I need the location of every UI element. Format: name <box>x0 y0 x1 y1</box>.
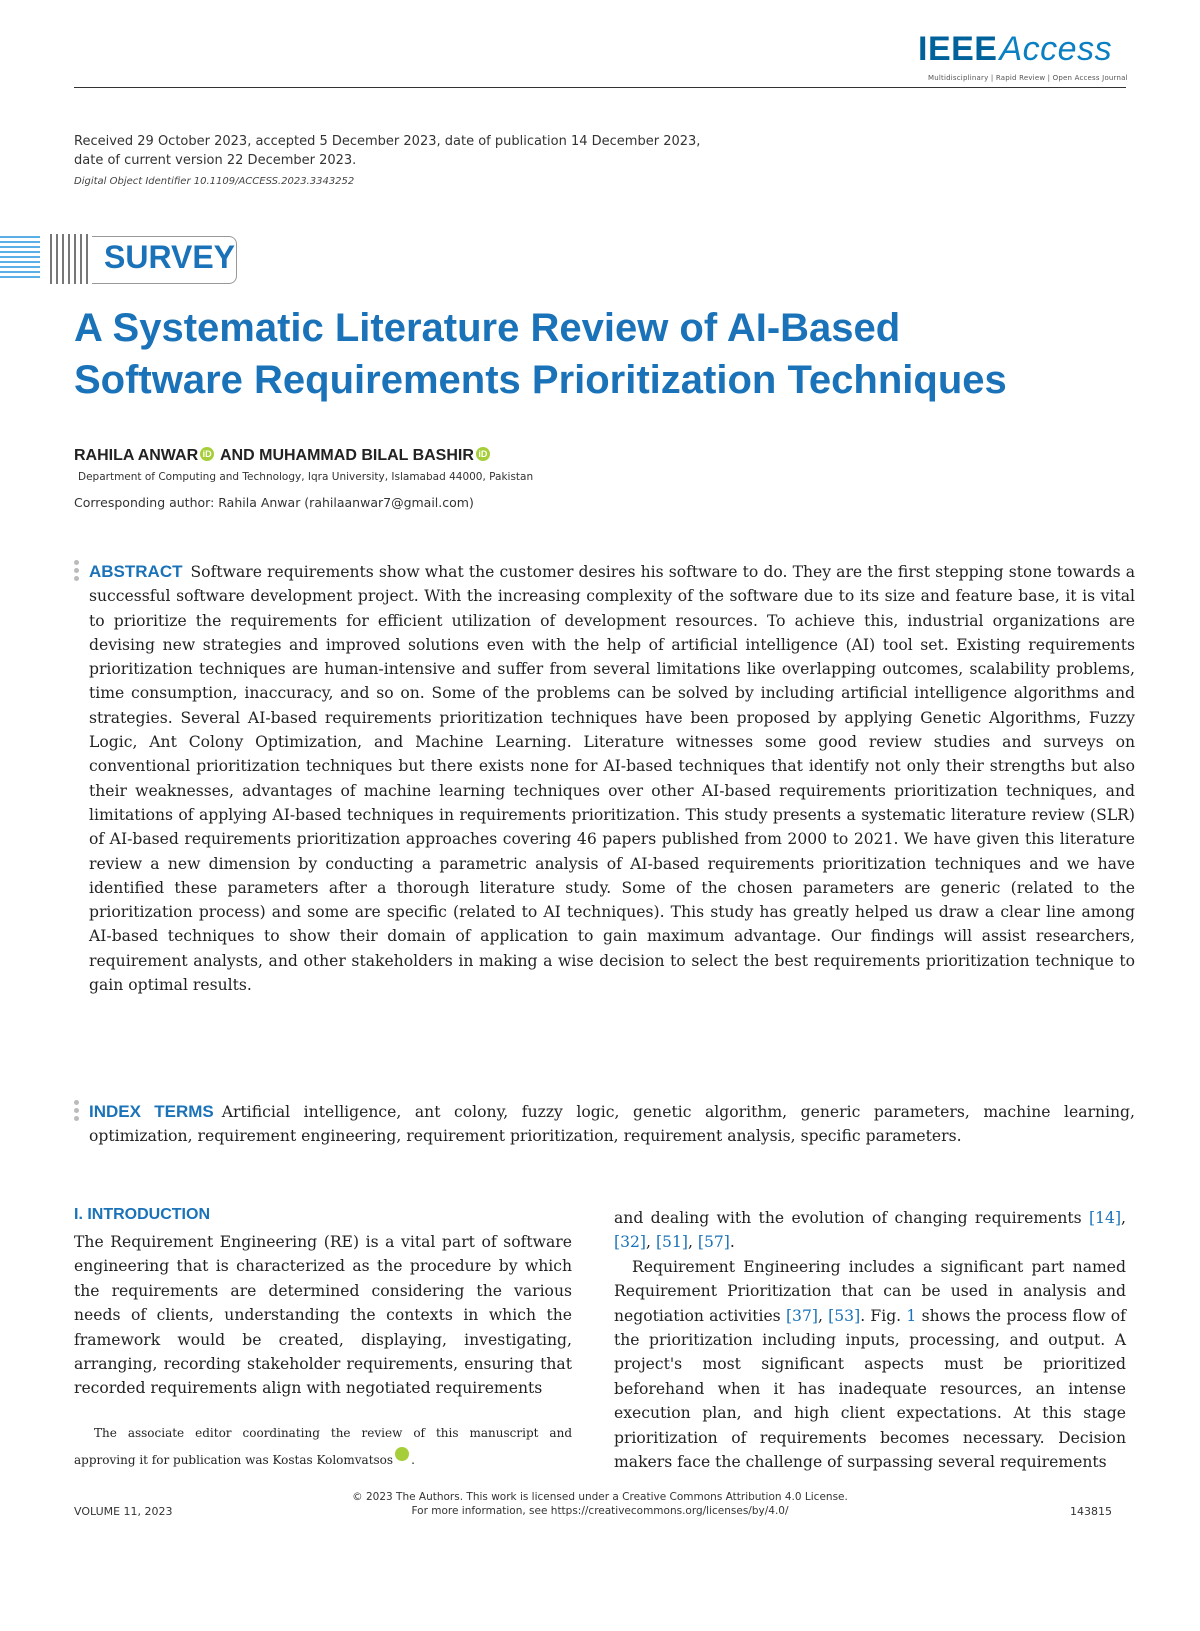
author-line <box>74 447 492 465</box>
abstract-block <box>89 560 1135 997</box>
received-line-1: Received 29 October 2023, accepted 5 December 2023, date of publication 14 December 2023, <box>74 134 701 149</box>
article-type-label: SURVEY <box>104 239 236 275</box>
logo-access-text: Access <box>999 30 1113 68</box>
citation-link[interactable]: [51] <box>655 1233 688 1252</box>
citation-link[interactable]: [14] <box>1089 1209 1122 1227</box>
title-line-2: Software Requirements Prioritization Techniques <box>74 358 1007 402</box>
intro-paragraph-2: and dealing with the evolution of changing requirements [14], [32], [51], [57]. <box>614 1209 1126 1252</box>
orcid-icon[interactable]: iD <box>395 1447 409 1461</box>
paper-title <box>74 302 1134 406</box>
footer-license <box>350 1490 850 1518</box>
received-line-2: date of current version 22 December 2023. <box>74 153 357 168</box>
doi-line: Digital Object Identifier 10.1109/ACCESS.2023.3343252 <box>74 176 355 187</box>
figure-link[interactable]: 1 <box>906 1306 917 1325</box>
footer-volume: VOLUME 11, 2023 <box>74 1505 173 1518</box>
license-link[interactable]: For more information, see https://creativecommons.org/licenses/by/4.0/ <box>411 1505 789 1517</box>
index-terms-label: INDEX TERMS <box>89 1102 214 1121</box>
header-rule <box>74 87 1126 88</box>
title-line-1: A Systematic Literature Review of AI-Based <box>74 306 901 350</box>
abstract-text: Software requirements show what the customer desires his software to do. They are the first stepping stone towards a successful software development project. With the increasing complexity of the software due to its size and feature base, it is vital to prioritize the requirements for efficient utilization of development resources. To achieve this, industrial organizations are devising new strategies and improved solutions even with the help of artificial intelligence (AI) tool set. Existing requirements prioritization techniques are human-intensive and suffer from several limitations like overlapping outcomes, scalability problems, time consumption, inaccuracy, and so on. Some of the problems can be solved by including artificial intelligence algorithms and strategies. Several AI-based requirements prioritization techniques have been proposed by applying Genetic Algorithms, Fuzzy Logic, Ant Colony Optimization, and Machine Learning. Literature witnesses some good review studies and surveys on conventional prioritization techniques but there exists none for AI-based techniques that identify not only their strengths but also their weaknesses, advantages of machine learning techniques over other AI-based requirements prioritization techniques, and limitations of applying AI-based techniques in requirements prioritization. This study presents a systematic literature review (SLR) of AI-based requirements prioritization approaches covering 46 papers published from 2000 to 2021. We have given this literature review a new dimension by conducting a parametric analysis of AI-based requirements prioritization techniques and we have identified these parameters after a thorough literature study. Some of the chosen parameters are generic (related to the prioritization process) and some are specific (related to AI techniques). This study has greatly helped us draw a clear line among AI-based techniques to show their domain of application to gain maximum advantage. Our findings will assist researchers, requirement analysts, and other stakeholders in making a wise decision to select the best requirements prioritization technique to gain optimal results. <box>89 563 1135 995</box>
orcid-icon[interactable]: iD <box>200 447 214 461</box>
journal-tagline: Multidisciplinary | Rapid Review | Open Access Journal <box>928 74 1128 82</box>
footer-page-number: 143815 <box>1070 1505 1112 1518</box>
intro-paragraph-3: Requirement Engineering includes a significant part named Requirement Prioritization that can be used in analysis and negotiation activities [37], [53]. Fig. 1 shows the process flow of the prioritization including inputs, processing, and output. A project's most significant aspects must be prioritized beforehand when it has inadequate resources, an intense execution plan, and high client expectations. At this stage prioritization of requirements becomes necessary. Decision makers face the challenge of surpassing several requirements <box>614 1257 1126 1472</box>
citation-link[interactable]: [57] <box>697 1233 730 1252</box>
footnote-text: The associate editor coordinating the review of this manuscript and approving it for publication was Kostas Kolomvatsos <box>74 1426 572 1467</box>
license-line: © 2023 The Authors. This work is licensed under a Creative Commons Attribution 4.0 License. <box>352 1491 848 1503</box>
editor-footnote: The associate editor coordinating the review of this manuscript and approving it for publication was Kostas Kolomvatsos iD. <box>74 1426 572 1467</box>
author-2: AND MUHAMMAD BILAL BASHIR <box>220 447 474 464</box>
ieee-access-logo <box>918 30 1112 69</box>
section-heading-introduction: I. INTRODUCTION <box>74 1206 210 1223</box>
abstract-dots-icon <box>74 560 80 584</box>
citation-link[interactable]: [37] <box>785 1306 818 1325</box>
affiliation: Department of Computing and Technology, Iqra University, Islamabad 44000, Pakistan <box>78 471 534 483</box>
intro-left-column <box>74 1230 572 1401</box>
intro-p3-text-a: Requirement Engineering includes a significant part named Requirement Prioritization that can be used in analysis and negotiation activities <box>614 1257 1126 1325</box>
index-terms-block <box>89 1100 1135 1149</box>
intro-p3-text-c: shows the process flow of the prioritization including inputs, processing, and output. A project's most significant aspects must be prioritized beforehand when it has inadequate resources, an intense execution plan, and high client expectations. At this stage prioritization of requirements becomes necessary. Decision makers face the challenge of surpassing several requirements <box>614 1306 1126 1472</box>
citation-link[interactable]: [53] <box>828 1306 861 1325</box>
citation-link[interactable]: [32] <box>614 1233 647 1252</box>
publication-dates <box>74 132 794 170</box>
index-terms-text: Artificial intelligence, ant colony, fuzzy logic, genetic algorithm, generic parameters, machine learning, optimization, requirement engineering, requirement prioritization, requirement analysis, specific parameters. <box>89 1103 1135 1146</box>
logo-ieee-text: IEEE <box>918 30 998 68</box>
index-terms-dots-icon <box>74 1100 80 1124</box>
orcid-icon[interactable]: iD <box>476 447 490 461</box>
author-1: RAHILA ANWAR <box>74 447 199 464</box>
intro-right-column <box>614 1206 1126 1474</box>
abstract-label: ABSTRACT <box>89 562 183 581</box>
survey-stripes-graphic <box>0 234 92 284</box>
intro-p2-text: and dealing with the evolution of changing requirements <box>614 1209 1082 1227</box>
intro-p3-fig-word: Fig. <box>870 1306 902 1325</box>
corresponding-author: Corresponding author: Rahila Anwar (rahilaanwar7@gmail.com) <box>74 495 474 510</box>
intro-paragraph-1: The Requirement Engineering (RE) is a vital part of software engineering that is characterized as the procedure by which the requirements are determined considering the various needs of clients, understanding the contexts in which the framework would be created, displaying, investigating, arranging, recording stakeholder requirements, ensuring that recorded requirements align with negotiated requirements <box>74 1233 572 1398</box>
